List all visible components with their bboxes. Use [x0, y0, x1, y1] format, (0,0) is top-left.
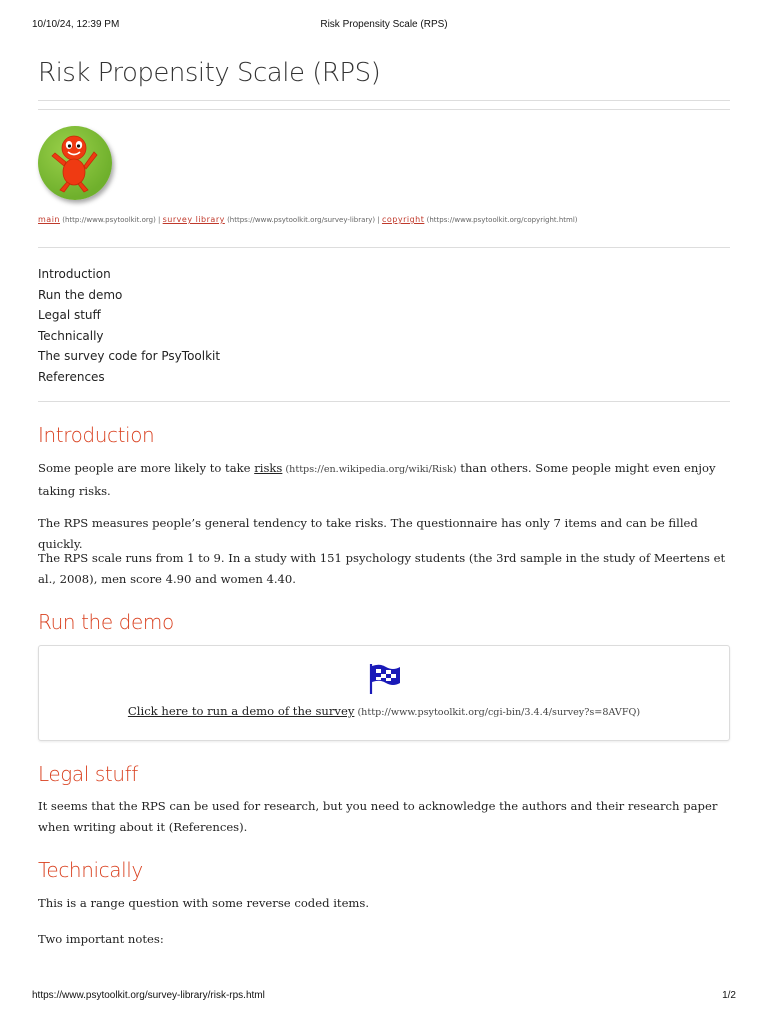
title-divider-bottom — [38, 109, 730, 110]
breadcrumb-main-url: (http://www.psytoolkit.org) | — [60, 216, 163, 224]
demo-box — [38, 645, 730, 741]
technically-paragraph-1: This is a range question with some reverse coded items. — [38, 896, 370, 910]
toc-item-survey-code[interactable]: The survey code for PsyToolkit — [38, 349, 221, 364]
run-demo-link[interactable]: Click here to run a demo of the survey — [127, 704, 355, 718]
legal-paragraph: It seems that the RPS can be used for research, but you need to acknowledge the authors and their research paper when writing about it (References). — [38, 799, 718, 834]
print-datetime: 10/10/24, 12:39 PM — [32, 19, 120, 30]
page-title: Risk Propensity Scale (RPS) — [38, 58, 381, 88]
heading-run-demo: Run the demo — [38, 610, 174, 634]
breadcrumb-copyright-url: (https://www.psytoolkit.org/copyright.html) — [424, 216, 578, 224]
toc-divider-bottom — [38, 401, 730, 402]
breadcrumb-library-link[interactable]: survey library — [162, 215, 225, 224]
breadcrumb-library-url: (https://www.psytoolkit.org/survey-library) | — [224, 216, 382, 224]
risks-link[interactable]: risks — [254, 461, 283, 475]
intro-paragraph-2: The RPS measures people’s general tendency to take risks. The questionnaire has only 7 items and can be filled quickly. — [38, 516, 698, 551]
risks-url: (https://en.wikipedia.org/wiki/Risk) — [282, 464, 457, 475]
print-header — [32, 19, 736, 33]
toc-divider-top — [38, 247, 730, 248]
intro-paragraph-1 — [38, 458, 730, 501]
intro-text-start: Some people are more likely to take — [38, 461, 255, 475]
intro-text-end: than others. Some people might even enjoy taking risks. — [38, 461, 716, 498]
toc-item-run-demo[interactable]: Run the demo — [38, 287, 123, 302]
print-footer-url: https://www.psytoolkit.org/survey-library/risk-rps.html — [32, 990, 265, 1001]
page-number: 1/2 — [722, 990, 736, 1001]
table-of-contents — [38, 264, 220, 388]
print-footer — [32, 990, 736, 1004]
breadcrumb — [38, 215, 578, 224]
heading-technically: Technically — [38, 858, 143, 882]
heading-legal: Legal stuff — [38, 762, 138, 786]
run-demo-url: (http://www.psytoolkit.org/cgi-bin/3.4.4/survey?s=8AVFQ) — [354, 707, 641, 718]
psytoolkit-logo[interactable] — [38, 126, 112, 200]
toc-item-references[interactable]: References — [38, 369, 105, 384]
mascot-icon — [38, 126, 112, 200]
intro-paragraph-3: The RPS scale runs from 1 to 9. In a study with 151 psychology students (the 3rd sample in the study of Meertens et al., 2008), men score 4.90 and women 4.40. — [38, 551, 726, 586]
technically-paragraph-2: Two important notes: — [38, 932, 164, 946]
toc-item-technically[interactable]: Technically — [38, 328, 104, 343]
demo-line — [39, 704, 729, 718]
title-divider-top — [38, 100, 730, 101]
toc-item-legal[interactable]: Legal stuff — [38, 308, 101, 323]
print-title: Risk Propensity Scale (RPS) — [320, 19, 448, 30]
breadcrumb-main-link[interactable]: main — [38, 215, 60, 224]
heading-introduction: Introduction — [38, 423, 155, 447]
breadcrumb-copyright-link[interactable]: copyright — [381, 215, 425, 224]
toc-item-introduction[interactable]: Introduction — [38, 267, 111, 281]
checkered-flag-icon[interactable] — [368, 663, 402, 695]
